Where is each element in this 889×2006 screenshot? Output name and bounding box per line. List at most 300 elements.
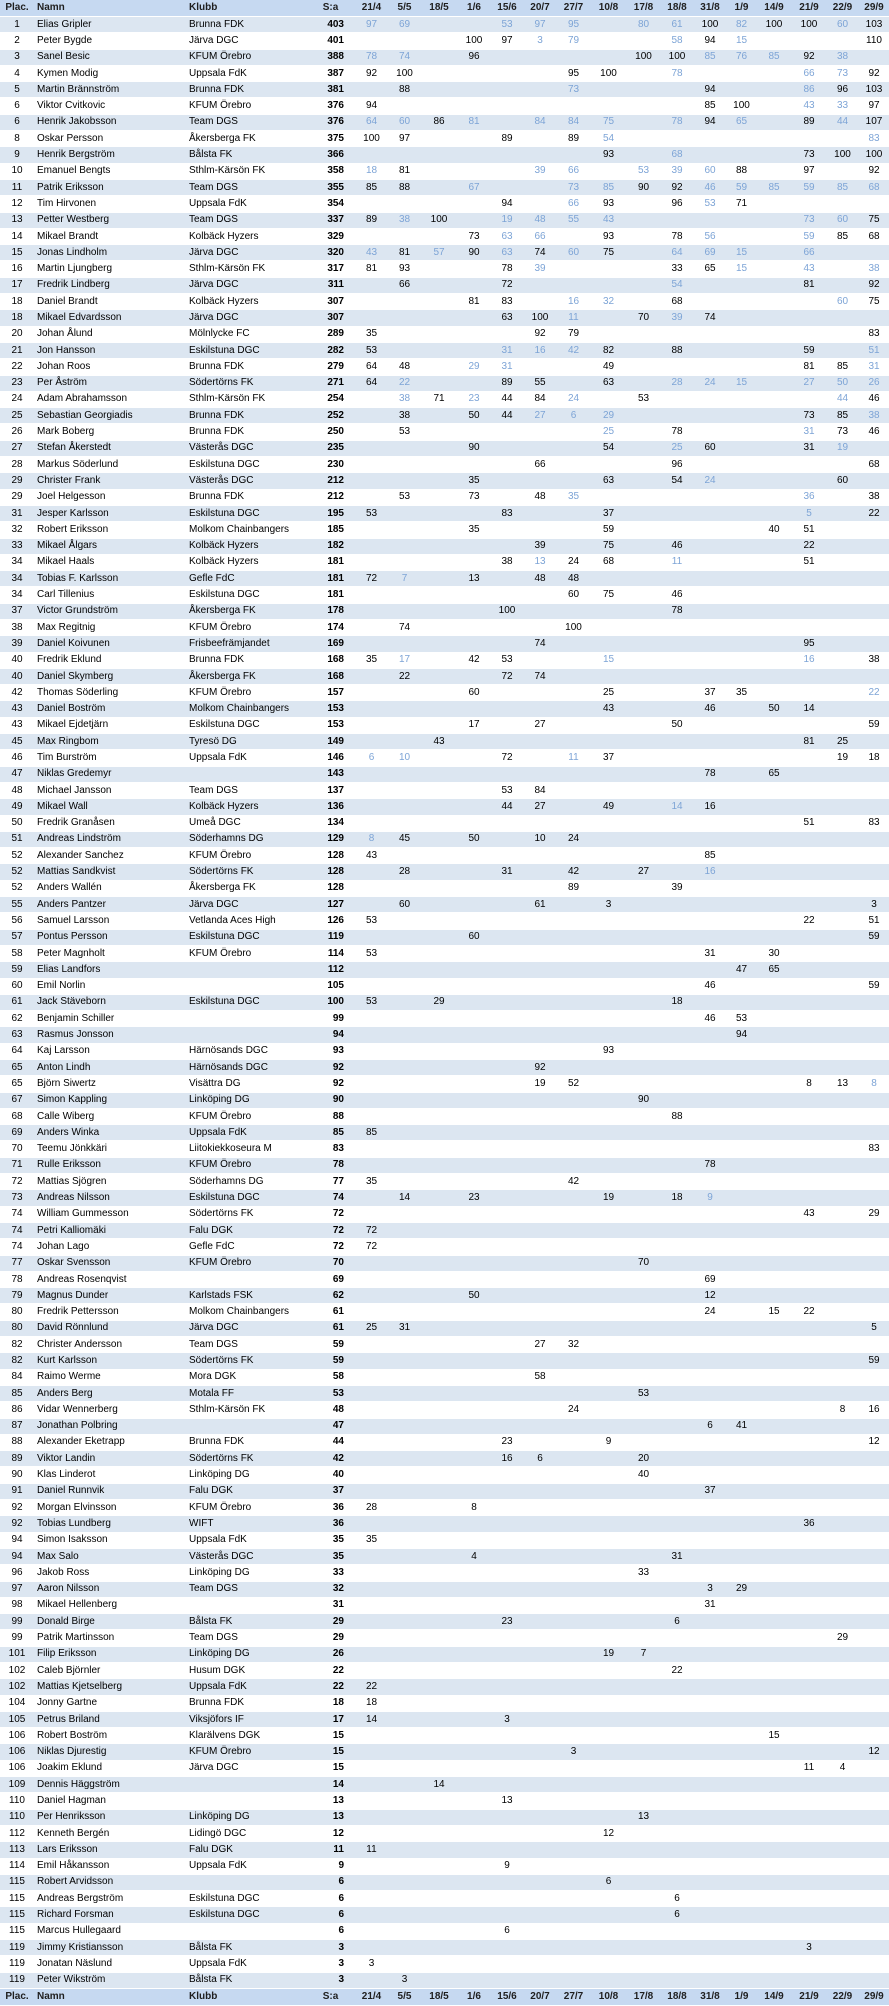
header-date-5[interactable]: 15/6 [490,0,524,17]
score-cell: 85 [354,179,389,195]
score-cell: 35 [458,473,490,489]
score-cell [524,701,556,717]
score-cell [693,1043,727,1059]
score-cell [693,1565,727,1581]
score-cell [626,1972,661,1988]
score-cell [490,1532,524,1548]
club-cell: Team DGS [186,782,314,798]
dropped-score-cell: 23 [458,391,490,407]
player-name-cell: Joel Helgesson [34,489,186,505]
score-cell [458,1679,490,1695]
table-row [0,424,889,440]
score-cell [626,1190,661,1206]
score-cell [626,65,661,81]
score-cell [458,1092,490,1108]
score-cell: 66 [524,457,556,473]
score-cell [626,945,661,961]
score-cell [458,505,490,521]
score-cell: 23 [458,1190,490,1206]
score-cell [556,1793,591,1809]
score-cell [556,766,591,782]
score-cell: 95 [556,65,591,81]
table-row [0,1060,889,1076]
score-cell [727,701,756,717]
score-cell [727,212,756,228]
score-cell [591,1581,626,1597]
score-cell [389,342,420,358]
score-cell: 74 [389,619,420,635]
table-row [0,1385,889,1401]
score-cell [826,1516,859,1532]
score-cell [693,1874,727,1890]
score-cell [591,864,626,880]
score-cell [756,1940,792,1956]
score-cell [693,457,727,473]
score-cell: 35 [354,1174,389,1190]
score-cell [756,131,792,147]
header-date-9[interactable]: 17/8 [626,0,661,17]
table-row [0,163,889,179]
score-cell [626,766,661,782]
dropped-score-cell: 54 [591,131,626,147]
score-cell [661,1532,693,1548]
score-cell [626,1206,661,1222]
header-date-7[interactable]: 27/7 [556,0,591,17]
score-cell [626,1662,661,1678]
score-cell [826,880,859,896]
score-cell [626,685,661,701]
score-cell [490,1402,524,1418]
score-cell: 37 [693,685,727,701]
score-cell [626,1027,661,1043]
score-cell [591,1337,626,1353]
score-cell [626,294,661,310]
score-cell [626,1320,661,1336]
player-name-cell: Max Ringbom [34,734,186,750]
placement-cell: 37 [0,603,34,619]
table-row [0,554,889,570]
player-name-cell: Emil Norlin [34,978,186,994]
score-cell [661,326,693,342]
header-date-3[interactable]: 18/5 [420,0,458,17]
score-cell [524,1842,556,1858]
score-cell [490,1728,524,1744]
table-row [0,1614,889,1630]
score-cell [458,978,490,994]
player-name-cell: Tobias Lundberg [34,1516,186,1532]
score-cell [792,994,826,1010]
score-cell [420,1011,458,1027]
player-name-cell: Raimo Werme [34,1369,186,1385]
header-date-1[interactable]: 21/4 [354,0,389,17]
score-cell [490,65,524,81]
score-cell [756,147,792,163]
dropped-score-cell: 64 [354,114,389,130]
score-cell [661,1744,693,1760]
score-cell [556,1451,591,1467]
total-cell: 307 [314,294,354,310]
player-name-cell: Mikael Ålgars [34,538,186,554]
score-cell [826,261,859,277]
placement-cell: 59 [0,962,34,978]
score-cell [792,1467,826,1483]
header-name[interactable]: Namn [34,0,186,17]
score-cell [727,1760,756,1776]
score-cell [524,65,556,81]
score-cell: 50 [458,1288,490,1304]
score-cell [693,1842,727,1858]
score-cell [626,326,661,342]
score-cell [524,1483,556,1499]
score-cell [661,1483,693,1499]
club-cell: Eskilstuna DGC [186,1891,314,1907]
total-cell: 375 [314,131,354,147]
player-name-cell: Mark Boberg [34,424,186,440]
score-cell [859,1222,889,1238]
header-club[interactable]: Klubb [186,0,314,17]
score-cell [727,457,756,473]
score-cell [490,929,524,945]
score-cell: 39 [524,538,556,554]
header-date-2[interactable]: 5/5 [389,0,420,17]
score-cell [524,1206,556,1222]
score-cell [458,1728,490,1744]
player-name-cell: Mattias Sandkvist [34,864,186,880]
score-cell [420,766,458,782]
header-date-11[interactable]: 31/8 [693,0,727,17]
score-cell [756,212,792,228]
player-name-cell: Mattias Kjetselberg [34,1679,186,1695]
score-cell: 46 [661,538,693,554]
placement-cell: 13 [0,212,34,228]
score-cell [756,750,792,766]
score-cell: 37 [591,505,626,521]
dropped-score-cell: 25 [661,440,693,456]
score-cell [420,1972,458,1988]
table-row [0,147,889,163]
score-cell [661,1956,693,1972]
dropped-score-cell: 85 [826,179,859,195]
score-cell [354,619,389,635]
placement-cell: 18 [0,294,34,310]
player-name-cell: Robert Boström [34,1728,186,1744]
club-cell: Team DGS [186,1337,314,1353]
score-cell: 64 [354,375,389,391]
score-cell [756,1027,792,1043]
score-cell [420,1304,458,1320]
dropped-score-cell: 82 [727,17,756,33]
score-cell [727,603,756,619]
score-cell [693,1385,727,1401]
score-cell [826,1858,859,1874]
score-cell: 38 [859,652,889,668]
score-cell [524,505,556,521]
score-cell [556,98,591,114]
score-cell: 11 [354,1842,389,1858]
score-cell [490,685,524,701]
header-row [0,0,889,17]
score-cell [524,1500,556,1516]
score-cell [556,49,591,65]
header-plac[interactable]: Plac. [0,0,34,17]
placement-cell: 51 [0,831,34,847]
player-name-cell: Rulle Eriksson [34,1157,186,1173]
table-row [0,1695,889,1711]
score-cell [756,734,792,750]
score-cell: 22 [661,1662,693,1678]
score-cell [756,1451,792,1467]
score-cell [458,1711,490,1727]
score-cell [826,1679,859,1695]
score-cell [826,1500,859,1516]
placement-cell: 68 [0,1108,34,1124]
score-cell [556,522,591,538]
score-cell [524,685,556,701]
total-cell: 174 [314,619,354,635]
score-cell: 71 [420,391,458,407]
score-cell [591,1418,626,1434]
player-name-cell: Mikael Hellenberg [34,1597,186,1613]
score-cell [756,359,792,375]
placement-cell: 56 [0,913,34,929]
score-cell [661,782,693,798]
score-cell [458,1923,490,1939]
club-cell: Husum DGK [186,1662,314,1678]
score-cell [859,1923,889,1939]
score-cell [420,1271,458,1287]
header-date-12[interactable]: 1/9 [727,0,756,17]
club-cell [186,1011,314,1027]
header-date-13[interactable]: 14/9 [756,0,792,17]
score-cell [626,571,661,587]
score-cell: 50 [756,701,792,717]
score-cell [693,1451,727,1467]
score-cell [389,1271,420,1287]
score-cell [458,782,490,798]
score-cell [626,978,661,994]
score-cell [626,1418,661,1434]
score-cell [490,1516,524,1532]
club-cell [186,1923,314,1939]
header-date-16[interactable]: 29/9 [859,0,889,17]
total-cell: 47 [314,1418,354,1434]
player-name-cell: Simon Kappling [34,1092,186,1108]
footer-header-date-4: 1/6 [458,1988,490,2005]
score-cell [354,1646,389,1662]
score-cell [626,1157,661,1173]
score-cell [556,1271,591,1287]
score-cell [693,1891,727,1907]
score-cell [389,1141,420,1157]
score-cell [458,1108,490,1124]
score-cell [727,636,756,652]
score-cell [556,1500,591,1516]
score-cell [859,1548,889,1564]
player-name-cell: Tobias F. Karlsson [34,571,186,587]
table-row [0,1500,889,1516]
score-cell [490,1385,524,1401]
score-cell [756,1565,792,1581]
header-date-15[interactable]: 22/9 [826,0,859,17]
score-cell: 28 [354,1500,389,1516]
score-cell [490,1483,524,1499]
dropped-score-cell: 97 [524,17,556,33]
score-cell [556,457,591,473]
score-cell: 29 [826,1630,859,1646]
score-cell: 94 [693,114,727,130]
score-cell [626,1597,661,1613]
score-cell [626,538,661,554]
score-cell [727,1288,756,1304]
score-cell [826,587,859,603]
score-cell [490,1304,524,1320]
score-cell: 64 [354,359,389,375]
score-cell: 11 [792,1760,826,1776]
header-total[interactable]: S:a [314,0,354,17]
score-cell [826,1255,859,1271]
score-cell [458,1532,490,1548]
club-cell: Södertörns FK [186,1353,314,1369]
score-cell [420,326,458,342]
score-cell [826,799,859,815]
score-cell [458,1972,490,1988]
score-cell [859,1777,889,1793]
score-cell [556,1190,591,1206]
score-cell [389,1125,420,1141]
score-cell [661,864,693,880]
header-date-8[interactable]: 10/8 [591,0,626,17]
score-cell [389,587,420,603]
score-cell [826,342,859,358]
club-cell: KFUM Örebro [186,619,314,635]
score-cell [693,1662,727,1678]
total-cell: 22 [314,1679,354,1695]
score-cell [458,766,490,782]
score-cell [490,1646,524,1662]
score-cell [420,98,458,114]
score-cell: 14 [420,1777,458,1793]
score-cell [389,1679,420,1695]
score-cell [826,701,859,717]
score-cell [756,978,792,994]
score-cell: 83 [490,505,524,521]
score-cell [727,538,756,554]
club-cell [186,962,314,978]
header-date-14[interactable]: 21/9 [792,0,826,17]
score-cell [756,1842,792,1858]
score-cell [389,603,420,619]
score-cell [727,831,756,847]
score-cell: 92 [524,1060,556,1076]
score-cell: 100 [727,98,756,114]
total-cell: 136 [314,799,354,815]
player-name-cell: Anton Lindh [34,1060,186,1076]
score-cell: 3 [389,1972,420,1988]
table-row [0,1092,889,1108]
placement-cell: 1 [0,17,34,33]
total-cell: 44 [314,1434,354,1450]
score-cell [626,1434,661,1450]
score-cell [859,1092,889,1108]
header-date-4[interactable]: 1/6 [458,0,490,17]
header-date-10[interactable]: 18/8 [661,0,693,17]
score-cell [420,978,458,994]
score-cell: 53 [354,913,389,929]
score-cell [626,897,661,913]
score-cell [859,636,889,652]
score-cell [556,538,591,554]
dropped-score-cell: 6 [354,750,389,766]
table-row [0,1288,889,1304]
total-cell: 26 [314,1646,354,1662]
dropped-score-cell: 38 [826,49,859,65]
score-cell [756,1858,792,1874]
dropped-score-cell: 19 [490,212,524,228]
score-cell: 100 [591,65,626,81]
score-cell [389,1744,420,1760]
score-cell [693,587,727,603]
club-cell: Kolbäck Hyzers [186,294,314,310]
score-cell [756,1418,792,1434]
score-cell [458,98,490,114]
player-name-cell: Jack Stäveborn [34,994,186,1010]
score-cell [490,897,524,913]
placement-cell: 73 [0,1190,34,1206]
score-cell [591,489,626,505]
score-cell [756,1141,792,1157]
score-cell [354,1337,389,1353]
score-cell [792,603,826,619]
score-cell [859,538,889,554]
player-name-cell: Sanel Besic [34,49,186,65]
score-cell [420,668,458,684]
score-cell [420,1500,458,1516]
score-cell [458,1630,490,1646]
score-cell [490,82,524,98]
score-cell [792,1125,826,1141]
dropped-score-cell: 53 [490,17,524,33]
score-cell [354,1190,389,1206]
score-cell: 27 [524,1337,556,1353]
score-cell [859,1304,889,1320]
score-cell: 100 [792,17,826,33]
score-cell [524,179,556,195]
score-cell: 63 [591,375,626,391]
total-cell: 77 [314,1174,354,1190]
score-cell [756,799,792,815]
score-cell [524,1679,556,1695]
club-cell: Sthlm-Kärsön FK [186,1402,314,1418]
player-name-cell: Christer Andersson [34,1337,186,1353]
table-row [0,1858,889,1874]
dropped-score-cell: 81 [458,114,490,130]
score-cell [420,277,458,293]
score-cell [792,1483,826,1499]
footer-header-date-15: 22/9 [826,1988,859,2005]
score-cell [591,1744,626,1760]
dropped-score-cell: 25 [591,424,626,440]
score-cell [626,1174,661,1190]
total-cell: 92 [314,1076,354,1092]
score-cell [490,1825,524,1841]
score-cell: 53 [490,652,524,668]
score-cell [420,1353,458,1369]
header-date-6[interactable]: 20/7 [524,0,556,17]
score-cell [556,734,591,750]
score-cell [490,1043,524,1059]
score-cell: 38 [490,554,524,570]
score-cell [826,1206,859,1222]
